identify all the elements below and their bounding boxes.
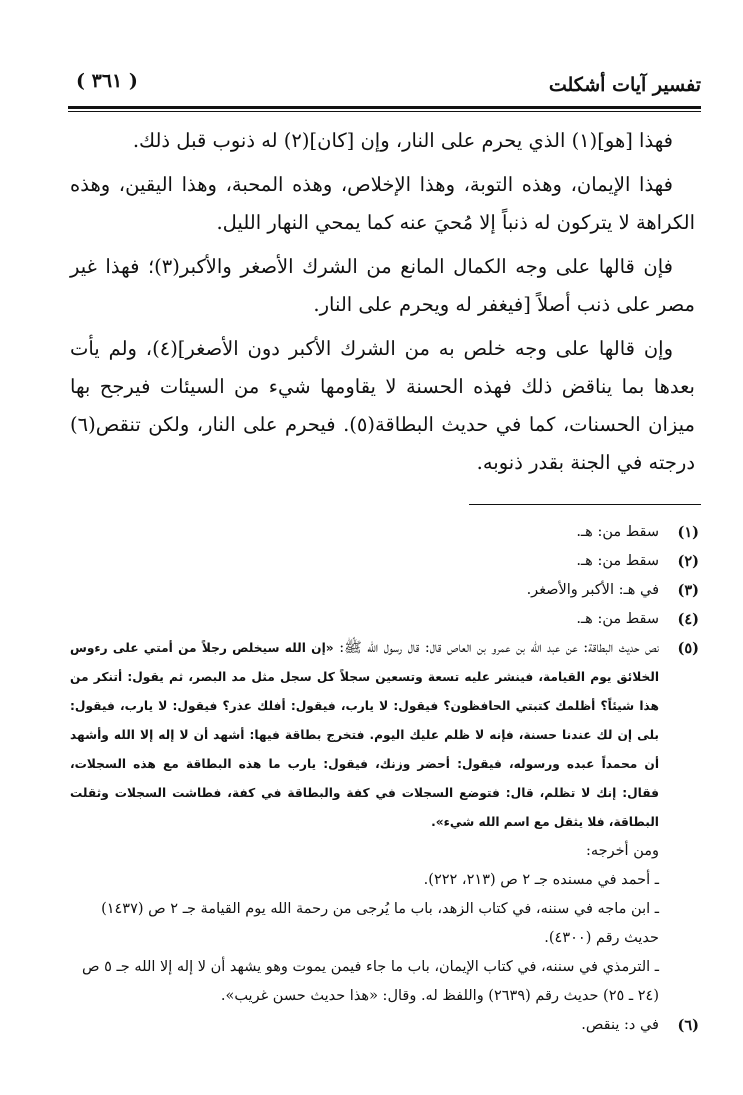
- hadith-text: «إن الله سيخلص رجلاً من أمتي على رءوس الخلائق يوم القيامة، فينشر عليه تسعة وتسعين سجلاً كل سجل مثل مد البصر، ثم يقول: أتنكر من هذا شيئاً؟ أظلمك كتبتي الحافظون؟ فيقول: لا يارب، فيقول: أفلك عذر؟ فيقول: لا يارب، فيقول: بلى إن لك عندنا حسنة، فإنه لا ظلم عليك اليوم. فتخرج بطاقة فيها: أشهد أن لا إله إلا الله وأشهد أن محمداً عبده ورسوله، فيقول: أحضر وزنك، فيقول: يارب ما هذه البطاقة مع هذه السجلات، فقال: إنك لا تظلم، قال: فتوضع السجلات في كفة والبطاقة في كفة، فطاشت السجلات وثقلت البطاقة، فلا يثقل مع اسم الله شيء».: [70, 641, 659, 829]
- footnote: [70, 518, 699, 547]
- footnotes: [70, 518, 699, 1040]
- footnote-text: [70, 634, 659, 837]
- footnote-text: في هـ: الأكبر والأصغر.: [526, 582, 659, 598]
- footnote-line: ـ أحمد في مسنده جـ ٢ ص (٢١٣، ٢٢٢).: [423, 872, 659, 888]
- header-rule: [68, 106, 701, 109]
- footnote-number: (٥): [677, 640, 699, 657]
- footnote-text: في د: ينقص.: [581, 1017, 659, 1033]
- paragraph: فهذا [هو](١) الذي يحرم على النار، وإن [كان](٢) له ذنوب قبل ذلك.: [132, 129, 673, 152]
- footnote: [70, 634, 699, 837]
- footnote-text: سقط من: هـ.: [576, 553, 659, 569]
- footnote: [70, 576, 699, 605]
- paragraph: فإن قالها على وجه الكمال المانع من الشرك الأصغر والأكبر(٣)؛ فهذا غير مصر على ذنب أصلاً [فيغفر له ويحرم على النار.: [70, 255, 695, 316]
- footnote-line: ومن أخرجه:: [585, 843, 659, 859]
- footnote-separator: [469, 504, 701, 505]
- footnote-number: (٦): [677, 1017, 699, 1034]
- footnote-number: (٣): [677, 582, 699, 599]
- paragraph: فهذا الإيمان، وهذه التوبة، وهذا الإخلاص، وهذه المحبة، وهذا اليقين، وهذه الكراهة لا يتركون له ذنباً إلا مُحيَ عنه كما يمحي النهار الليل.: [70, 173, 695, 234]
- hadith-intro: نص حديث البطاقة: عن عبد الله بن عمرو بن العاص قال: قال رسول الله ﷺ:: [339, 640, 660, 656]
- footnote: [70, 1011, 699, 1040]
- page-number: ( ٣٦١ ): [76, 70, 138, 92]
- footnote: [70, 605, 699, 634]
- footnote-number: (١): [677, 524, 699, 541]
- footnote-text: سقط من: هـ.: [576, 611, 659, 627]
- page-title: تفسير آيات أشكلت: [548, 74, 701, 96]
- footnote-line: ـ ابن ماجه في سننه، في كتاب الزهد، باب ما يُرجى من رحمة الله يوم القيامة جـ ٢ ص (١٤٣٧) حديث رقم (٤٣٠٠).: [101, 901, 659, 946]
- footnote-line: ـ الترمذي في سننه، في كتاب الإيمان، باب ما جاء فيمن يموت وهو يشهد أن لا إله إلا الله جـ ٥ ص (٢٤ ـ ٢٥) حديث رقم (٢٦٣٩) واللفظ له. وقال: «هذا حديث حسن غريب».: [82, 959, 659, 1004]
- page-header: [68, 68, 701, 102]
- footnote-number: (٤): [677, 611, 699, 628]
- footnote-text: سقط من: هـ.: [576, 524, 659, 540]
- main-text: [70, 122, 695, 488]
- header-rule-thin: [68, 111, 701, 112]
- footnote: [70, 547, 699, 576]
- footnote-number: (٢): [677, 553, 699, 570]
- paragraph: وإن قالها على وجه خلص به من الشرك الأكبر دون الأصغر](٤)، ولم يأت بعدها بما يناقض ذلك فهذه الحسنة لا يقاومها شيء من السيئات فيرجح بها ميزان الحسنات، كما في حديث البطاقة(٥). فيحرم على النار، ولكن تنقص(٦) درجته في الجنة بقدر ذنوبه.: [70, 337, 695, 474]
